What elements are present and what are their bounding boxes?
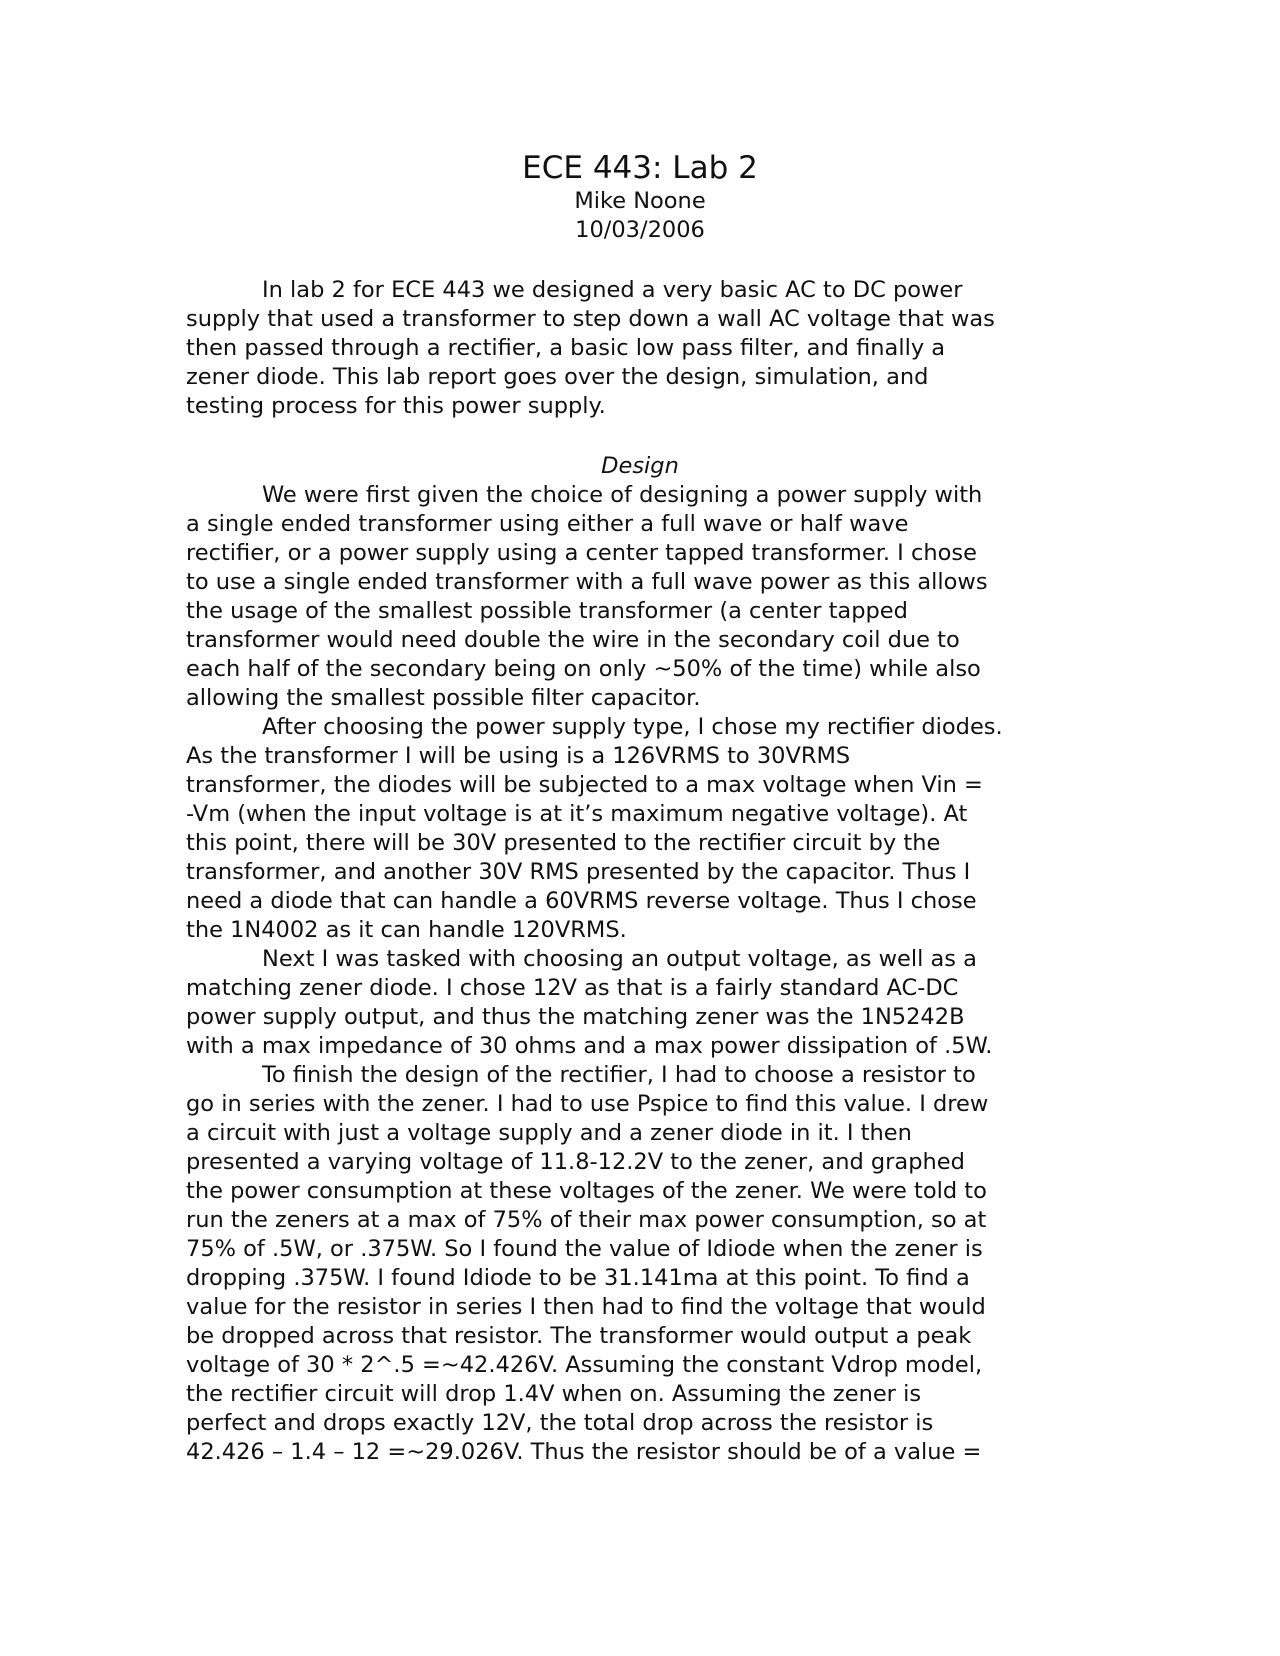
text-line: the 1N4002 as it can handle 120VRMS. <box>186 917 627 943</box>
text-line: with a max impedance of 30 ohms and a max power dissipation of .5W. <box>186 1033 993 1059</box>
text-line: We were first given the choice of designing a power supply with <box>262 482 983 508</box>
text-line: zener diode. This lab report goes over the design, simulation, and <box>186 364 929 390</box>
text-line: 42.426 – 1.4 – 12 =~29.026V. Thus the resistor should be of a value = <box>186 1439 982 1465</box>
text-line: then passed through a rectifier, a basic low pass filter, and finally a <box>186 335 946 361</box>
design-paragraph-rectifier-diodes <box>186 713 1086 945</box>
text-line: testing process for this power supply. <box>186 393 606 419</box>
document-date: 10/03/2006 <box>575 217 705 243</box>
text-line: a single ended transformer using either a full wave or half wave <box>186 511 909 537</box>
text-line: the rectifier circuit will drop 1.4V when on. Assuming the zener is <box>186 1381 922 1407</box>
text-line: After choosing the power supply type, I chose my rectifier diodes. <box>262 714 1003 740</box>
text-line: each half of the secondary being on only ~50% of the time) while also <box>186 656 981 682</box>
text-line: to use a single ended transformer with a full wave power as this allows <box>186 569 988 595</box>
text-line: rectifier, or a power supply using a center tapped transformer. I chose <box>186 540 977 566</box>
text-line: Next I was tasked with choosing an output voltage, as well as a <box>262 946 977 972</box>
text-line: matching zener diode. I chose 12V as that is a fairly standard AC-DC <box>186 975 959 1001</box>
text-line: 75% of .5W, or .375W. So I found the value of Idiode when the zener is <box>186 1236 983 1262</box>
text-line: allowing the smallest possible filter capacitor. <box>186 685 701 711</box>
text-line: power supply output, and thus the matching zener was the 1N5242B <box>186 1004 965 1030</box>
text-line: a circuit with just a voltage supply and a zener diode in it. I then <box>186 1120 912 1146</box>
text-line: perfect and drops exactly 12V, the total drop across the resistor is <box>186 1410 934 1436</box>
design-paragraph-series-resistor <box>186 1061 1086 1467</box>
design-paragraph-transformer-choice <box>186 481 1086 713</box>
text-line: the usage of the smallest possible transformer (a center tapped <box>186 598 908 624</box>
text-line: this point, there will be 30V presented to the rectifier circuit by the <box>186 830 941 856</box>
text-line: value for the resistor in series I then had to find the voltage that would <box>186 1294 986 1320</box>
text-line: As the transformer I will be using is a 126VRMS to 30VRMS <box>186 743 851 769</box>
text-line: transformer would need double the wire in the secondary coil due to <box>186 627 960 653</box>
document-author: Mike Noone <box>574 188 706 214</box>
text-line: -Vm (when the input voltage is at it’s maximum negative voltage). At <box>186 801 968 827</box>
document-title: ECE 443: Lab 2 <box>522 150 758 186</box>
text-line: supply that used a transformer to step down a wall AC voltage that was <box>186 306 995 332</box>
text-line: To finish the design of the rectifier, I had to choose a resistor to <box>262 1062 976 1088</box>
text-line: In lab 2 for ECE 443 we designed a very basic AC to DC power <box>262 277 963 303</box>
text-line: the power consumption at these voltages of the zener. We were told to <box>186 1178 987 1204</box>
text-line: be dropped across that resistor. The transformer would output a peak <box>186 1323 972 1349</box>
design-section <box>186 481 1086 1467</box>
text-line: presented a varying voltage of 11.8-12.2V to the zener, and graphed <box>186 1149 965 1175</box>
text-line: dropping .375W. I found Idiode to be 31.141ma at this point. To find a <box>186 1265 970 1291</box>
design-heading: Design <box>601 453 679 479</box>
intro-paragraph <box>186 276 1086 421</box>
text-line: run the zeners at a max of 75% of their max power consumption, so at <box>186 1207 987 1233</box>
design-paragraph-output-voltage <box>186 945 1086 1061</box>
text-line: go in series with the zener. I had to use Pspice to find this value. I drew <box>186 1091 989 1117</box>
text-line: transformer, and another 30V RMS presented by the capacitor. Thus I <box>186 859 971 885</box>
text-line: need a diode that can handle a 60VRMS reverse voltage. Thus I chose <box>186 888 977 914</box>
text-line: transformer, the diodes will be subjected to a max voltage when Vin = <box>186 772 983 798</box>
text-line: voltage of 30 * 2^.5 =~42.426V. Assuming the constant Vdrop model, <box>186 1352 983 1378</box>
